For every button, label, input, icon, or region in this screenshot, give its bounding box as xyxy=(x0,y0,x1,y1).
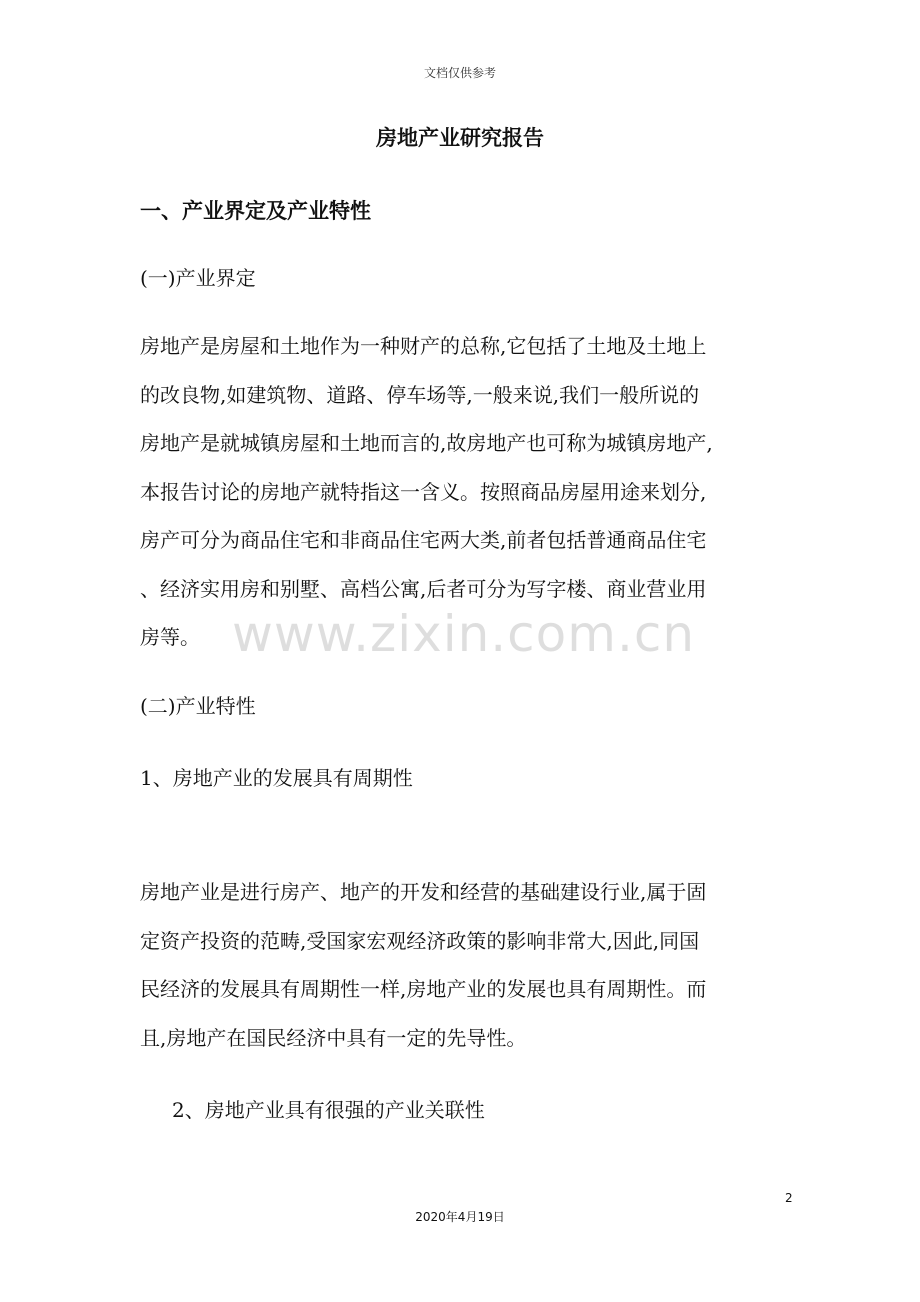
paragraph-line: 、经济实用房和别墅、高档公寓,后者可分为写字楼、商业营业用 xyxy=(140,576,707,601)
paragraph-line: 本报告讨论的房地产就特指这一含义。按照商品房屋用途来划分, xyxy=(140,479,707,504)
paragraph-line: 房地产业是进行房产、地产的开发和经营的基础建设行业,属于固 xyxy=(140,880,707,904)
paragraph-definition xyxy=(140,322,780,662)
paragraph-line: 房地产是房屋和土地作为一种财产的总称,它包括了土地及土地上 xyxy=(140,334,707,358)
paragraph-line: 的改良物,如建筑物、道路、停车场等,一般来说,我们一般所说的 xyxy=(140,382,700,407)
page-header: 文档仅供参考 xyxy=(423,66,496,80)
paragraph-line: 且,房地产在国民经济中具有一定的先导性。 xyxy=(140,1025,527,1050)
paragraph-line: 房产可分为商品住宅和非商品住宅两大类,前者包括普通商品住宅 xyxy=(140,528,707,552)
subsection-heading-2: (二)产业特性 xyxy=(140,694,256,718)
paragraph-cyclicity xyxy=(140,868,780,1062)
watermark: www.zixin.com.cn xyxy=(232,605,696,663)
paragraph-line: 民经济的发展具有周期性一样,房地产业的发展也具有周期性。而 xyxy=(140,977,707,1001)
document-title: 房地产业研究报告 xyxy=(376,126,544,150)
paragraph-line: 定资产投资的范畴,受国家宏观经济政策的影响非常大,因此,同国 xyxy=(140,928,700,953)
subsection-heading-1: (一)产业界定 xyxy=(140,266,256,290)
list-item-1: 1、房地产业的发展具有周期性 xyxy=(140,766,413,790)
page-footer-date: 2020年4月19日 xyxy=(415,1210,505,1224)
paragraph-line: 房等。 xyxy=(140,625,200,649)
list-item-2: 2、房地产业具有很强的产业关联性 xyxy=(172,1098,485,1122)
page-number: 2 xyxy=(785,1191,793,1205)
paragraph-line: 房地产是就城镇房屋和土地而言的,故房地产也可称为城镇房地产, xyxy=(140,431,713,455)
section-heading: 一、产业界定及产业特性 xyxy=(140,199,371,223)
